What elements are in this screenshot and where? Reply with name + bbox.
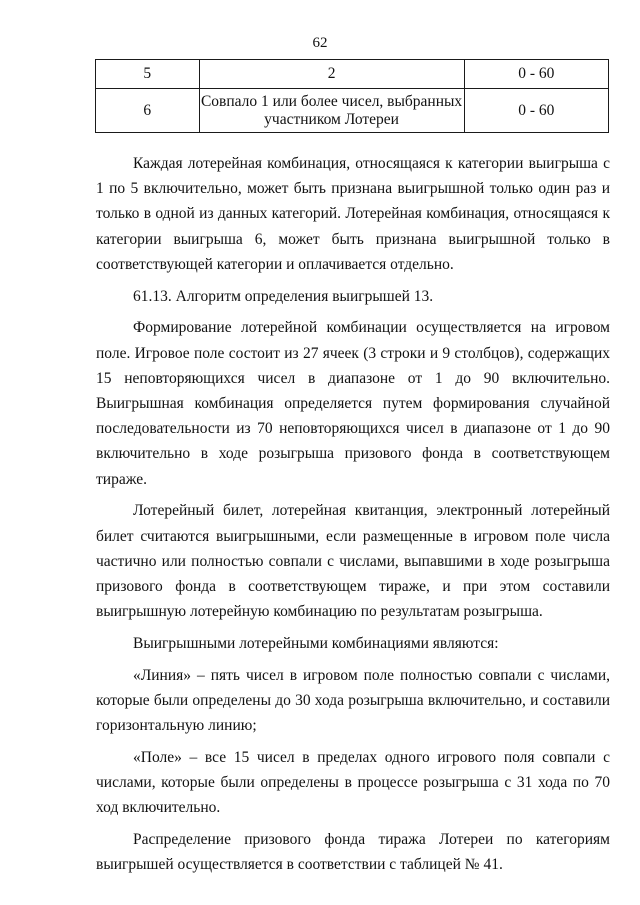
table-cell-percent: 0 - 60	[464, 89, 608, 133]
table-row	[96, 89, 609, 133]
table-cell-condition: 2	[199, 60, 464, 89]
paragraph-prize-distribution: Распределение призового фонда тиража Лотереи по категориям выигрышей осуществляется в соответствии с таблицей № 41.	[96, 831, 610, 874]
table-row	[96, 60, 609, 89]
paragraph-winning-category-rule: Каждая лотерейная комбинация, относящаяся к категории выигрыша с 1 по 5 включительно, может быть признана выигрышной только один раз и только в одной из данных категорий. Лотерейная комбинация, относящаяся к категории выигрыша 6, может быть признана выигрышной только в соответствующей категории и оплачивается отдельно.	[96, 155, 610, 273]
table-cell-condition: Совпало 1 или более чисел, выбранных участником Лотереи	[199, 89, 464, 133]
table-cell-category: 5	[96, 60, 200, 89]
section-heading-algorithm: 61.13. Алгоритм определения выигрышей 13.	[133, 287, 434, 305]
paragraph-winning-ticket: Лотерейный билет, лотерейная квитанция, электронный лотерейный билет считаются выигрышными, если размещенные в игровом поле числа частично или полностью совпали с числами, выпавшими в ходе розыгрыша призового фонда в соответствующем тираже, и при этом составили выигрышную лотерейную комбинацию по результатам розыгрыша.	[96, 502, 610, 621]
document-body	[96, 151, 610, 884]
paragraph-winning-combinations-intro: Выигрышными лотерейными комбинациями являются:	[133, 635, 499, 653]
table-cell-category: 6	[96, 89, 200, 133]
paragraph-field-combination: «Поле» – все 15 чисел в пределах одного игрового поля совпали с числами, которые были определены в процессе розыгрыша с 31 хода по 70 ход включительно.	[96, 749, 610, 817]
paragraph-line-combination: «Линия» – пять чисел в игровом поле полностью совпали с числами, которые были определены до 30 хода розыгрыша включительно, и составили горизонтальную линию;	[96, 666, 610, 735]
table-cell-percent: 0 - 60	[464, 60, 608, 89]
paragraph-game-field: Формирование лотерейной комбинации осуществляется на игровом поле. Игровое поле состоит из 27 ячеек (3 строки и 9 столбцов), содержащих 15 неповторяющихся чисел в диапазоне от 1 до 90 включительно. Выигрышная комбинация определяется путем формирования случайной последовательности из 70 неповторяющихся чисел в диапазоне от 1 до 90 включительно в ходе розыгрыша призового фонда в соответствующем тираже.	[96, 319, 610, 488]
prize-category-table	[95, 59, 609, 133]
page-number: 62	[312, 35, 328, 51]
